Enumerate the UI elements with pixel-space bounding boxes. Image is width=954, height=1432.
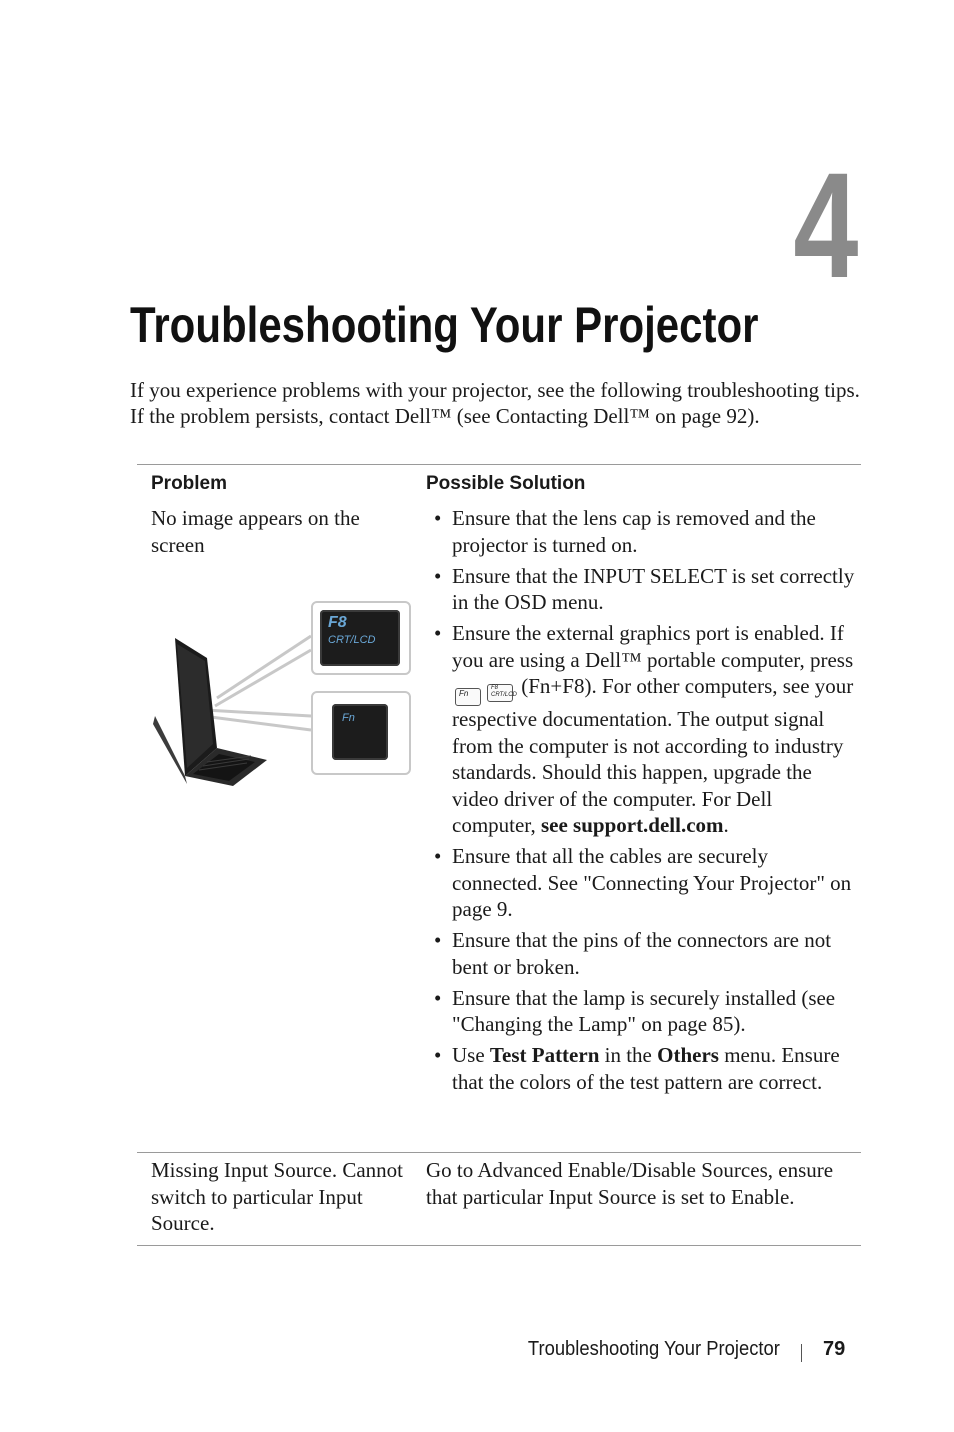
fn-key-icon: Fn [332, 704, 388, 760]
troubleshooting-table [137, 464, 861, 1246]
f8-key-zoom [311, 601, 411, 675]
solution-list [426, 505, 861, 1095]
problem-text: No image appears on the screen [151, 506, 360, 557]
list-item: • Ensure that the lamp is securely installed (see "Changing the Lamp" on page 85). [426, 985, 861, 1038]
list-item: • Ensure that the lens cap is removed and the projector is turned on. [426, 505, 861, 558]
table-row [137, 1153, 861, 1245]
table-bottom-rule [137, 1245, 861, 1246]
support-link-text: see support.dell.com [540, 813, 724, 837]
list-item: • Ensure that the INPUT SELECT is set correctly in the OSD menu. [426, 563, 861, 616]
solution-text: Go to Advanced Enable/Disable Sources, ensure that particular Input Source is set to Enable. [426, 1158, 834, 1209]
page-number: 79 [823, 1338, 846, 1360]
fn-key-icon: Fn [455, 688, 481, 706]
list-item: • Ensure that the pins of the connectors are not bent or broken. [426, 927, 861, 980]
solution-cell [426, 1157, 861, 1245]
list-item: • Ensure that all the cables are securely connected. See "Connecting Your Projector" on page 9. [426, 843, 861, 923]
problem-cell [137, 1157, 426, 1245]
header-problem: Problem [151, 473, 228, 494]
solution-cell [426, 505, 861, 1152]
table-header [137, 465, 861, 503]
laptop-keys-illustration [147, 598, 413, 788]
footer-separator [801, 1344, 802, 1362]
page-title: Troubleshooting Your Projector [130, 297, 759, 353]
footer-title: Troubleshooting Your Projector [528, 1338, 780, 1360]
f8-key-icon: F8 CRT/LCD [320, 610, 400, 666]
intro-paragraph: If you experience problems with your projector, see the following troubleshooting tips. If the problem persists, contact Dell™ (see Contacting Dell™ on page 92). [130, 378, 860, 428]
problem-text: Missing Input Source. Cannot switch to particular Input Source. [151, 1158, 403, 1235]
header-solution: Possible Solution [426, 473, 586, 494]
list-item: • Use Test Pattern in the Others menu. Ensure that the colors of the test pattern are correct. [426, 1042, 861, 1095]
fn-key-zoom [311, 691, 411, 775]
f8-key-icon: F8 CRT/LCD [487, 684, 513, 702]
list-item: • Ensure the external graphics port is enabled. If you are using a Dell™ portable computer, press FnF8 CRT/LCD (Fn+F8). For other computers, see your respective documentation. The output signal from the computer is not according to industry standards. Should this happen, upgrade the video driver of the computer. For Dell computer, see support.dell.com. [426, 620, 861, 839]
chapter-number: 4 [792, 141, 858, 309]
